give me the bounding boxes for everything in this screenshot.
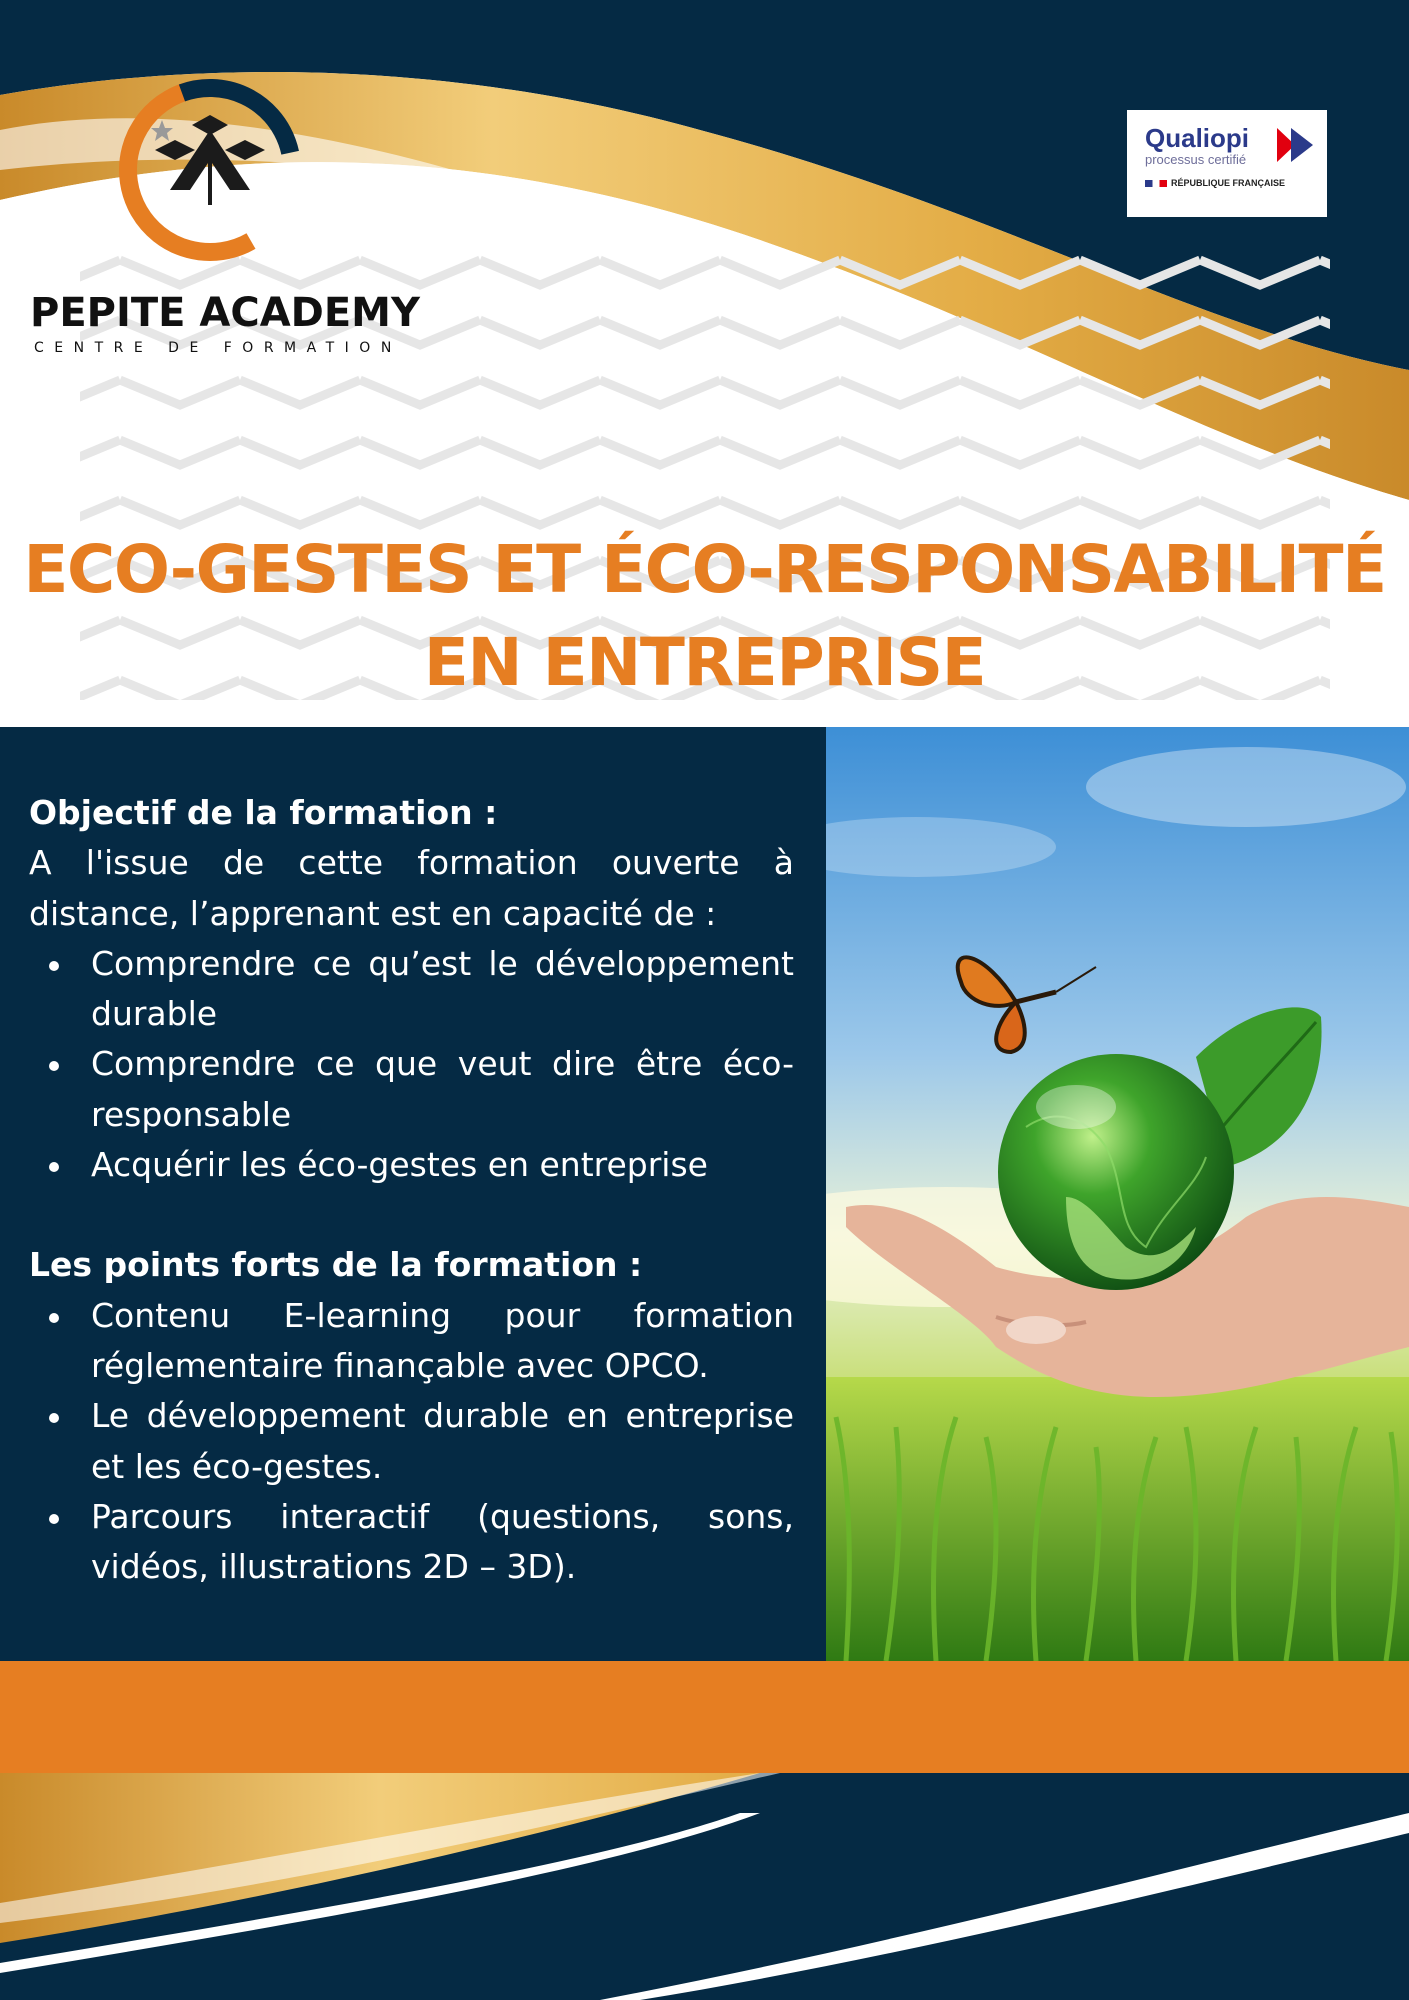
page-title-line1: ECO-GESTES ET ÉCO-RESPONSABILITÉ (23, 531, 1386, 608)
list-item: Le développement durable en entreprise et les éco-gestes. (91, 1391, 794, 1492)
section-spacer (29, 1190, 794, 1240)
strengths-heading: Les points forts de la formation : (29, 1245, 643, 1285)
brand-tagline: CENTRE DE FORMATION (34, 340, 402, 356)
list-item: Comprendre ce qu’est le développement durable (91, 939, 794, 1040)
list-item: Comprendre ce que veut dire être éco-responsable (91, 1039, 794, 1140)
page-title-line2: EN ENTREPRISE (423, 624, 986, 701)
brand-name: PEPITE ACADEMY (30, 290, 420, 336)
content-block (29, 788, 794, 1592)
qualiopi-arrow-icon (1277, 128, 1313, 162)
objective-heading: Objectif de la formation : (29, 793, 498, 832)
objective-intro: A l'issue de cette formation ouverte à distance, l’apprenant est en capacité de : (29, 843, 794, 933)
qualiopi-subtitle: processus certifié (1145, 152, 1247, 167)
qualiopi-badge (1127, 110, 1327, 217)
french-flag-icon (1145, 180, 1167, 187)
list-item: Contenu E-learning pour formation réglementaire finançable avec OPCO. (91, 1291, 794, 1392)
qualiopi-name: Qualiopi (1145, 123, 1249, 153)
strengths-list (29, 1291, 794, 1593)
list-item: Acquérir les éco-gestes en entreprise (91, 1140, 794, 1190)
qualiopi-country-label: RÉPUBLIQUE FRANÇAISE (1171, 178, 1286, 188)
orange-band (0, 1661, 1409, 1773)
list-item: Parcours interactif (questions, sons, vidéos, illustrations 2D – 3D). (91, 1492, 794, 1593)
footer-background (0, 1773, 1409, 2000)
objective-list (29, 939, 794, 1190)
eco-globe-photo (826, 727, 1409, 1661)
qualiopi-country (1145, 178, 1309, 188)
